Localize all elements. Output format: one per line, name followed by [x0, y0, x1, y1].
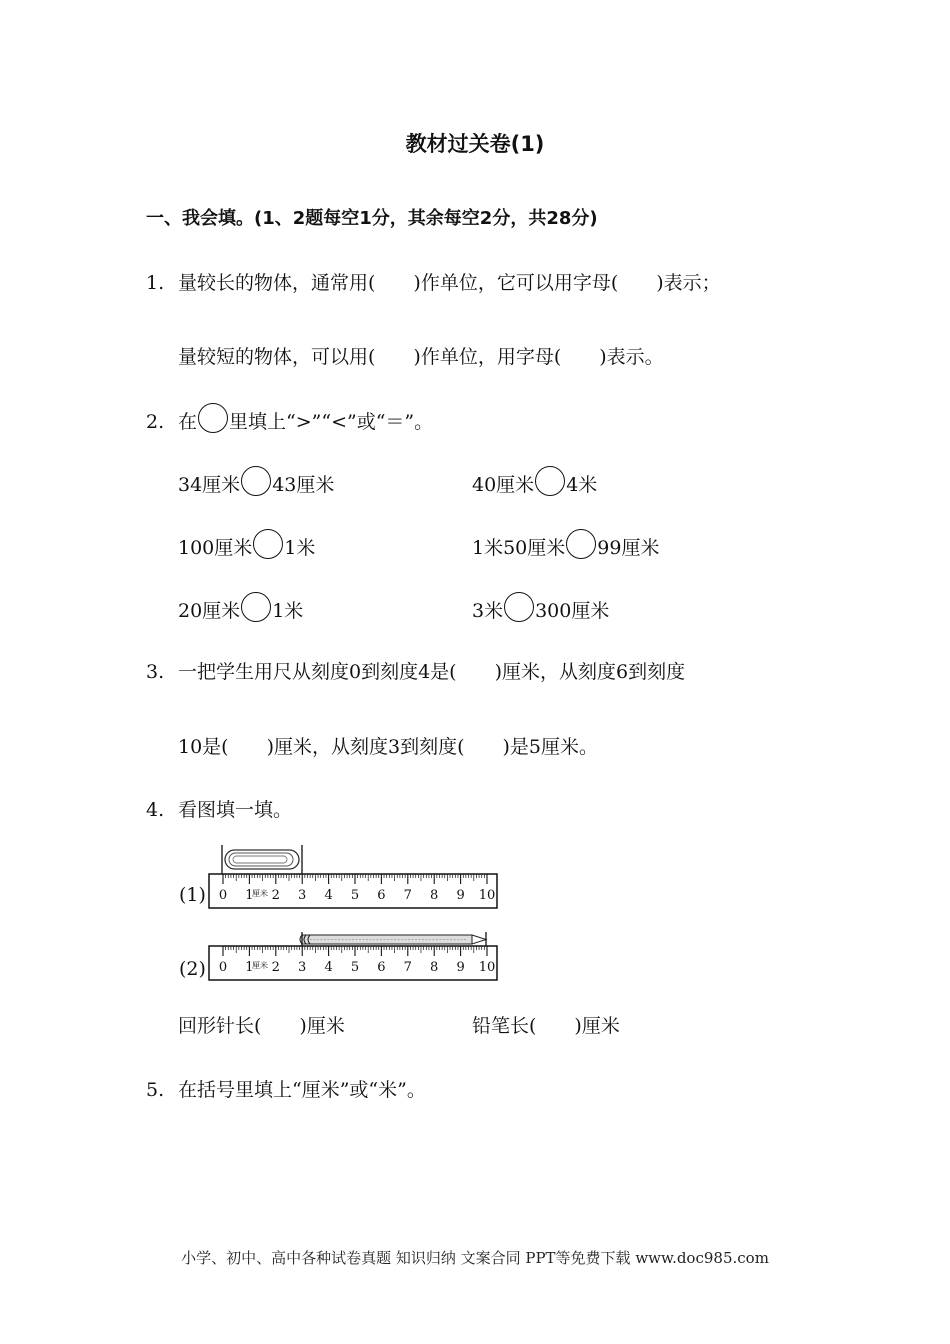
- page-title: 教材过关卷(1): [405, 132, 545, 156]
- ruler-tick-label: 10: [478, 888, 496, 903]
- question-2-post: 里填上“>”“<”或“＝”。: [229, 411, 434, 433]
- ruler-tick-label: 1: [245, 960, 254, 975]
- ruler-tick-label: 8: [430, 888, 439, 903]
- compare-left: 1米50厘米: [472, 537, 566, 559]
- compare-item: [472, 592, 609, 623]
- figure-label-2: (2): [179, 958, 206, 980]
- ruler-tick-label: 7: [403, 888, 412, 903]
- question-1: [146, 268, 721, 295]
- compare-item: [472, 529, 659, 560]
- answer-clip-length: 回形针长( )厘米: [178, 1015, 345, 1037]
- ruler-tick-label: 5: [350, 888, 360, 903]
- compare-item: [178, 466, 334, 497]
- question-1-line-2: 量较短的物体，可以用( )作单位，用字母( )表示。: [178, 346, 664, 368]
- paper-clip-icon: [225, 850, 299, 869]
- ruler-tick-label: 4: [324, 960, 333, 975]
- ruler-tick-label: 9: [456, 888, 465, 903]
- question-number: 2.: [146, 411, 165, 433]
- answer-circle-icon[interactable]: [241, 466, 271, 496]
- figure-label-1: (1): [179, 884, 206, 906]
- compare-right: 1米: [284, 537, 316, 559]
- question-number: 1.: [146, 272, 165, 294]
- pencil-icon: [300, 935, 486, 944]
- question-number: 3.: [146, 661, 165, 683]
- ruler-tick-label: 5: [350, 960, 360, 975]
- question-3-line-2: 10是( )厘米，从刻度3到刻度( )是5厘米。: [178, 736, 599, 758]
- answer-circle-icon[interactable]: [241, 592, 271, 622]
- ruler-tick-label: 6: [377, 960, 386, 975]
- ruler-tick-label: 3: [298, 960, 307, 975]
- compare-right: 99厘米: [597, 537, 660, 559]
- ruler-unit-label: 厘米: [252, 961, 268, 970]
- compare-right: 1米: [272, 600, 304, 622]
- compare-item: [178, 529, 315, 560]
- ruler-tick-label: 2: [271, 888, 280, 903]
- compare-item: [472, 466, 597, 497]
- ruler-tick-label: 0: [218, 960, 228, 975]
- ruler-tick-label: 1: [245, 888, 254, 903]
- ruler-tick-label: 10: [478, 960, 496, 975]
- ruler-tick-label: 7: [403, 960, 412, 975]
- question-3-line-1: 一把学生用尺从刻度0到刻度4是( )厘米，从刻度6到刻度: [178, 661, 686, 683]
- ruler-tick-label: 0: [218, 888, 228, 903]
- question-5: [146, 1075, 426, 1102]
- question-5-text: 在括号里填上“厘米”或“米”。: [178, 1079, 426, 1101]
- ruler-tick-label: 4: [324, 888, 333, 903]
- ruler-tick-label: 9: [456, 960, 465, 975]
- compare-left: 20厘米: [178, 600, 241, 622]
- ruler-tick-label: 8: [430, 960, 439, 975]
- compare-item: [178, 592, 303, 623]
- question-number: 5.: [146, 1079, 165, 1101]
- compare-right: 4米: [566, 474, 598, 496]
- question-4-text: 看图填一填。: [178, 799, 293, 821]
- question-2-pre: 在: [178, 411, 198, 433]
- answer-circle-icon[interactable]: [535, 466, 565, 496]
- ruler-tick-label: 2: [271, 960, 280, 975]
- ruler-unit-label: 厘米: [252, 889, 268, 898]
- answer-circle-icon[interactable]: [253, 529, 283, 559]
- compare-left: 40厘米: [472, 474, 535, 496]
- compare-right: 43厘米: [272, 474, 335, 496]
- question-4: [146, 795, 292, 822]
- compare-left: 34厘米: [178, 474, 241, 496]
- footer-text: 小学、初中、高中各种试卷真题 知识归纳 文案合同 PPT等免费下载 www.doc985.com: [181, 1249, 769, 1267]
- answer-pencil-length: 铅笔长( )厘米: [472, 1015, 620, 1037]
- answer-circle-icon: [198, 403, 228, 433]
- question-3: [146, 657, 685, 684]
- compare-right: 300厘米: [535, 600, 610, 622]
- ruler-figure-1: [205, 840, 505, 912]
- section-heading: 一、我会填。(1、2题每空1分，其余每空2分，共28分): [146, 208, 598, 229]
- question-1-line-1: 量较长的物体，通常用( )作单位，它可以用字母( )表示；: [178, 272, 721, 294]
- compare-left: 3米: [472, 600, 504, 622]
- question-2: [146, 403, 433, 434]
- answer-circle-icon[interactable]: [566, 529, 596, 559]
- answer-circle-icon[interactable]: [504, 592, 534, 622]
- compare-left: 100厘米: [178, 537, 253, 559]
- ruler-tick-label: 3: [298, 888, 307, 903]
- ruler-figure-2: [205, 926, 505, 986]
- question-number: 4.: [146, 799, 165, 821]
- ruler-tick-label: 6: [377, 888, 386, 903]
